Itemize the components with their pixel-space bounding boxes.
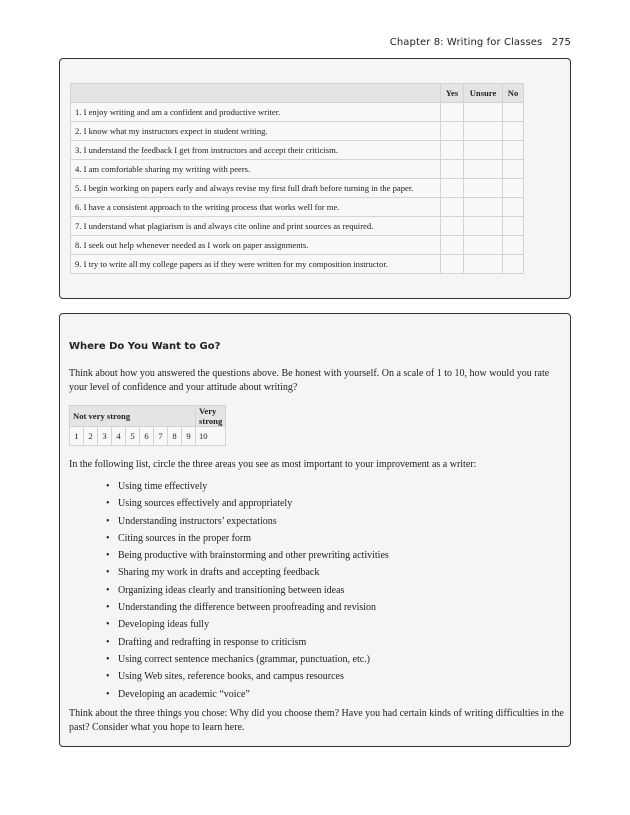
no-cell[interactable]	[503, 217, 524, 236]
question-text: 2. I know what my instructors expect in student writing.	[71, 122, 441, 141]
yes-cell[interactable]	[441, 122, 464, 141]
scale-number[interactable]: 5	[126, 427, 140, 446]
unsure-cell[interactable]	[464, 255, 503, 274]
unsure-cell[interactable]	[464, 179, 503, 198]
list-intro-paragraph: In the following list, circle the three areas you see as most important to your improvement as a writer:	[69, 459, 477, 470]
unsure-cell[interactable]	[464, 198, 503, 217]
running-head	[390, 37, 571, 48]
section-title: Where Do You Want to Go?	[69, 341, 221, 352]
list-item: • Understanding the difference between proofreading and revision	[106, 599, 389, 616]
question-text: 5. I begin working on papers early and always revise my first full draft before turning in the paper.	[71, 179, 441, 198]
table-header-row	[71, 84, 524, 103]
no-cell[interactable]	[503, 160, 524, 179]
table-row	[71, 141, 524, 160]
unsure-cell[interactable]	[464, 122, 503, 141]
no-cell[interactable]	[503, 141, 524, 160]
improvement-areas-list	[106, 478, 389, 703]
unsure-cell[interactable]	[464, 217, 503, 236]
confidence-scale-table	[69, 405, 226, 446]
list-item: • Using correct sentence mechanics (grammar, punctuation, etc.)	[106, 651, 389, 668]
scale-high-label: Very strong	[196, 406, 226, 427]
question-column-header	[71, 84, 441, 103]
list-item: • Using Web sites, reference books, and campus resources	[106, 668, 389, 685]
table-row	[71, 255, 524, 274]
question-text: 7. I understand what plagiarism is and always cite online and print sources as required.	[71, 217, 441, 236]
where-do-you-want-to-go-box	[59, 313, 571, 747]
unsure-column-header: Unsure	[464, 84, 503, 103]
scale-number[interactable]: 9	[182, 427, 196, 446]
yes-cell[interactable]	[441, 160, 464, 179]
no-cell[interactable]	[503, 179, 524, 198]
no-column-header: No	[503, 84, 524, 103]
scale-number[interactable]: 6	[140, 427, 154, 446]
unsure-cell[interactable]	[464, 141, 503, 160]
scale-number[interactable]: 3	[98, 427, 112, 446]
table-row	[71, 217, 524, 236]
question-text: 8. I seek out help whenever needed as I work on paper assignments.	[71, 236, 441, 255]
no-cell[interactable]	[503, 103, 524, 122]
unsure-cell[interactable]	[464, 236, 503, 255]
page-number: 275	[551, 37, 571, 48]
scale-number[interactable]: 1	[70, 427, 84, 446]
intro-paragraph: Think about how you answered the questions above. Be honest with yourself. On a scale of 1 to 10, how would you rate your level of confidence and your attitude about writing?	[69, 368, 550, 393]
question-text: 1. I enjoy writing and am a confident and productive writer.	[71, 103, 441, 122]
self-assessment-table	[70, 83, 524, 274]
list-item: • Using time effectively	[106, 478, 389, 495]
question-text: 6. I have a consistent approach to the writing process that works well for me.	[71, 198, 441, 217]
list-item: • Sharing my work in drafts and accepting feedback	[106, 564, 389, 581]
table-row	[71, 103, 524, 122]
scale-number[interactable]: 2	[84, 427, 98, 446]
table-row	[71, 122, 524, 141]
yes-cell[interactable]	[441, 141, 464, 160]
question-text: 9. I try to write all my college papers as if they were written for my composition instructor.	[71, 255, 441, 274]
scale-number[interactable]: 7	[154, 427, 168, 446]
list-item: • Developing ideas fully	[106, 616, 389, 633]
yes-cell[interactable]	[441, 255, 464, 274]
closing-paragraph: Think about the three things you chose: Why did you choose them? Have you had certain kinds of writing difficulties in the past? Consider what you hope to learn here.	[69, 708, 564, 733]
list-item: • Drafting and redrafting in response to criticism	[106, 634, 389, 651]
question-text: 3. I understand the feedback I get from instructors and accept their criticism.	[71, 141, 441, 160]
table-row	[71, 179, 524, 198]
scale-number-row	[70, 427, 226, 446]
yes-column-header: Yes	[441, 84, 464, 103]
scale-header-row	[70, 406, 226, 427]
yes-cell[interactable]	[441, 103, 464, 122]
yes-cell[interactable]	[441, 198, 464, 217]
scale-number[interactable]: 10	[196, 427, 226, 446]
no-cell[interactable]	[503, 255, 524, 274]
list-item: • Using sources effectively and appropriately	[106, 495, 389, 512]
chapter-title: Chapter 8: Writing for Classes	[389, 37, 543, 48]
list-item: • Organizing ideas clearly and transitioning between ideas	[106, 582, 389, 599]
unsure-cell[interactable]	[464, 160, 503, 179]
list-item: • Citing sources in the proper form	[106, 530, 389, 547]
table-row	[71, 236, 524, 255]
yes-cell[interactable]	[441, 217, 464, 236]
table-row	[71, 160, 524, 179]
list-item: • Developing an academic “voice”	[106, 686, 389, 703]
no-cell[interactable]	[503, 122, 524, 141]
scale-number[interactable]: 8	[168, 427, 182, 446]
scale-low-label: Not very strong	[70, 406, 196, 427]
question-text: 4. I am comfortable sharing my writing with peers.	[71, 160, 441, 179]
no-cell[interactable]	[503, 198, 524, 217]
yes-cell[interactable]	[441, 236, 464, 255]
scale-number[interactable]: 4	[112, 427, 126, 446]
list-item: • Understanding instructors’ expectations	[106, 513, 389, 530]
self-assessment-box	[59, 58, 571, 299]
unsure-cell[interactable]	[464, 103, 503, 122]
list-item: • Being productive with brainstorming and other prewriting activities	[106, 547, 389, 564]
yes-cell[interactable]	[441, 179, 464, 198]
no-cell[interactable]	[503, 236, 524, 255]
table-row	[71, 198, 524, 217]
